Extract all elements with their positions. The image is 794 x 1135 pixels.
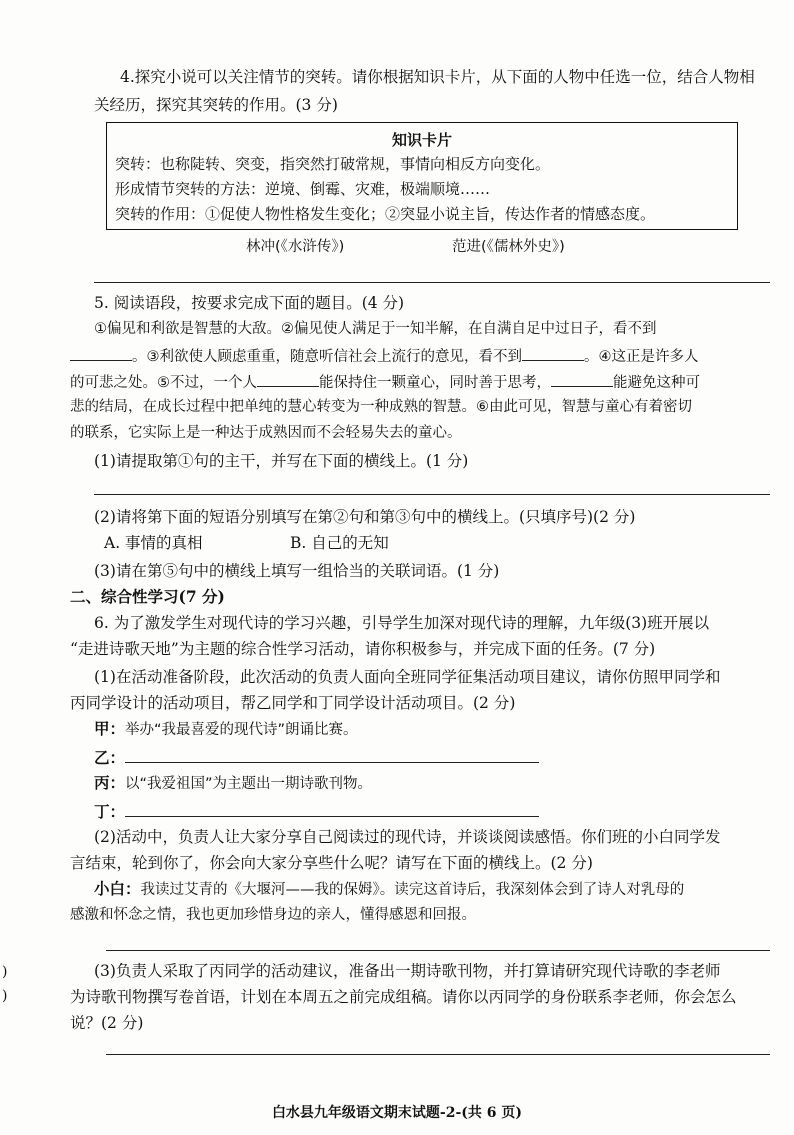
xiaobai-text-line-1: 我读过艾青的《大堰河——我的保姆》。读完这首诗后，我深刻体会到了诗人对乳母的: [140, 882, 685, 898]
q5-sub-1-answer-line[interactable]: [94, 494, 770, 495]
q5-passage-line-3b: 能保持住一颗童心，同时善于思考，: [319, 375, 551, 391]
q5-passage-line-2a: 。③利欲使人顾虑重重，随意听信社会上流行的意见，看不到: [132, 349, 522, 365]
ding-answer-line[interactable]: [125, 800, 539, 817]
q6-sub-1-line-1: (1)在活动准备阶段，此次活动的负责人面向全班同学征集活动项目建议，请你仿照甲同学和: [94, 668, 721, 686]
knowledge-card-title: 知识卡片: [391, 131, 452, 149]
q6-sub-3-answer-line[interactable]: [106, 1054, 770, 1055]
q5-blank-5a[interactable]: [257, 370, 319, 387]
q5-blank-3[interactable]: [522, 344, 584, 361]
jia-label: 甲：: [94, 719, 126, 738]
knowledge-card-row-1: 突转：也称陡转、突变，指突然打破常规，事情向相反方向变化。: [115, 155, 551, 173]
xiaobai-label: 小白：: [94, 879, 141, 898]
q5-passage-line-4: 悲的结局，在成长过程中把单纯的慧心转变为一种成熟的智慧。⑥由此可见，智慧与童心有着密切: [70, 399, 692, 415]
q5-sub-3: (3)请在第⑤句中的横线上填写一组恰当的关联词语。(1 分): [94, 562, 500, 580]
q6-line-2: “走进诗歌天地”为主题的综合性学习活动，请你积极参与，并完成下面的任务。(7 分): [70, 640, 656, 658]
q6-sub-1-line-2: 丙同学设计的活动项目，帮乙同学和丁同学设计活动项目。(2 分): [70, 694, 516, 712]
q6-sub-2-answer-line[interactable]: [106, 950, 770, 951]
q5-passage-line-1: ①偏见和利欲是智慧的大敌。②偏见使人满足于一知半解，在自满自足中过日子，看不到: [94, 321, 657, 337]
q6-sub-3-line-2: 为诗歌刊物撰写卷首语，计划在本周五之前完成组稿。请你以丙同学的身份联系李老师，你会怎么: [70, 988, 737, 1006]
q5-sub-1: (1)请提取第①句的主干，并写在下面的横线上。(1 分): [94, 452, 469, 470]
q4-option-fan-jin: 范进(《儒林外史》): [452, 239, 565, 255]
margin-mark-1: ): [2, 964, 8, 980]
q6-sub-3-line-3: 说？(2 分): [70, 1014, 144, 1032]
ding-label: 丁：: [94, 802, 126, 821]
q4-line-2: 关经历，探究其突转的作用。(3 分): [94, 96, 338, 114]
q5-passage-line-5: 的联系，它实际上是一种达于成熟因而不会轻易失去的童心。: [70, 425, 462, 441]
q4-option-lin-chong: 林冲(《水浒传》): [246, 239, 345, 255]
yi-label: 乙：: [94, 748, 126, 767]
bing-text: 以“我爱祖国”为主题出一期诗歌刊物。: [125, 776, 373, 792]
page-footer: 白水县九年级语文期末试题-2-(共 6 页): [271, 1105, 523, 1121]
jia-text: 举办“我最喜爱的现代诗”朗诵比赛。: [125, 722, 358, 738]
q5-passage-line-2b: 。④这正是许多人: [584, 349, 699, 365]
q6-sub-2-line-1: (2)活动中，负责人让大家分享自己阅读过的现代诗，并谈谈阅读感悟。你们班的小白同学发: [94, 828, 721, 846]
q6-sub-3-line-1: (3)负责人采取了丙同学的活动建议，准备出一期诗歌刊物，并打算请研究现代诗歌的李老师: [94, 962, 721, 980]
q5-passage-line-3a: 的可悲之处。⑤不过，一个人: [70, 375, 257, 391]
q4-answer-line[interactable]: [94, 282, 770, 283]
xiaobai-text-line-2: 感激和怀念之情，我也更加珍惜身边的亲人，懂得感恩和回报。: [70, 907, 476, 923]
bing-label: 丙：: [94, 773, 126, 792]
q6-sub-2-line-2: 言结束，轮到你了，你会向大家分享些什么呢？请写在下面的横线上。(2 分): [70, 854, 593, 872]
q5-sub-2-option-a: A. 事情的真相: [104, 534, 203, 552]
q4-line-1: 4.探究小说可以关注情节的突转。请你根据知识卡片，从下面的人物中任选一位，结合人物相: [120, 68, 755, 86]
knowledge-card-row-3: 突转的作用：①促使人物性格发生变化；②突显小说主旨，传达作者的情感态度。: [115, 205, 656, 223]
q6-line-1: 6. 为了激发学生对现代诗的学习兴趣，引导学生加深对现代诗的理解，九年级(3)班开展以: [94, 614, 710, 632]
q5-blank-2[interactable]: [70, 344, 132, 361]
knowledge-card: [106, 122, 738, 230]
margin-mark-2: ): [2, 988, 8, 1004]
yi-answer-line[interactable]: [125, 746, 539, 763]
q5-passage-line-3c: 能避免这种可: [613, 375, 700, 391]
section-2-title: 二、综合性学习(7 分): [70, 587, 225, 606]
q5-sub-2: (2)请将第下面的短语分别填写在第②句和第③句中的横线上。(只填序号)(2 分): [94, 508, 636, 526]
q5-sub-2-option-b: B. 自己的无知: [290, 534, 389, 552]
q5-blank-5b[interactable]: [551, 370, 613, 387]
knowledge-card-row-2: 形成情节突转的方法：逆境、倒霉、灾难，极端顺境……: [115, 180, 491, 198]
q5-stem: 5. 阅读语段，按要求完成下面的题目。(4 分): [94, 294, 405, 312]
